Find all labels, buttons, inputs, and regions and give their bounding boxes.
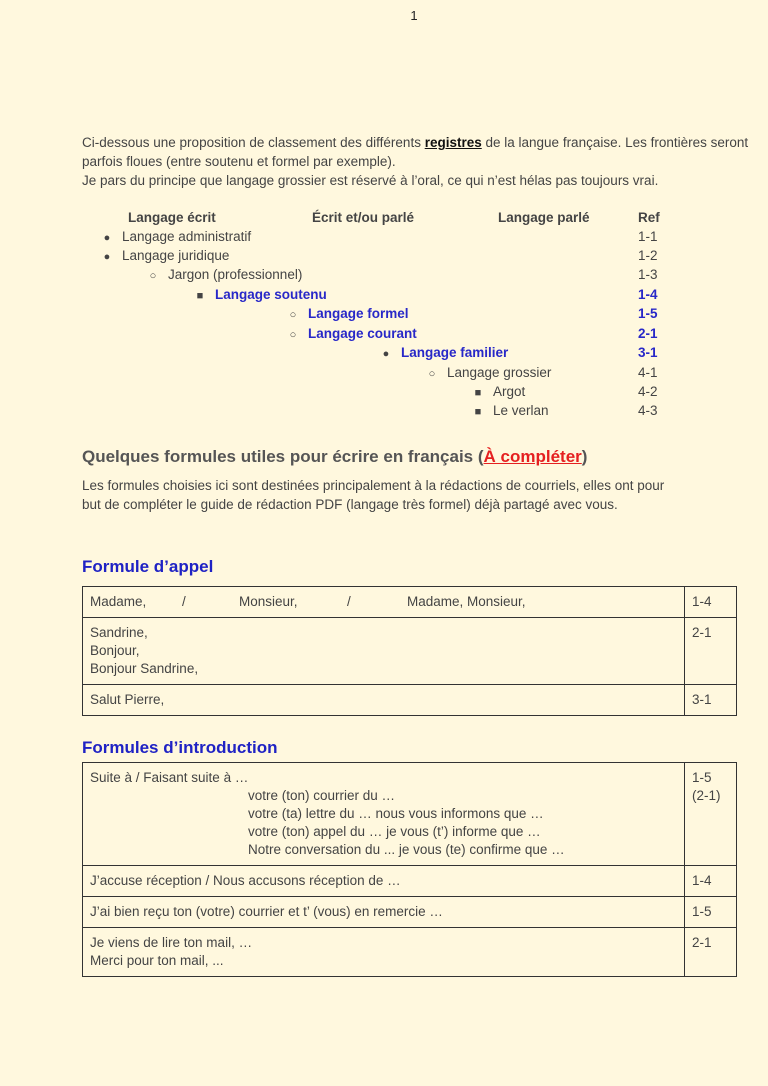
cell-line: Suite à / Faisant suite à … (90, 770, 249, 785)
item-label: Langage formel (308, 306, 409, 321)
table-cell: J’accuse réception / Nous accusons réception de … (83, 866, 685, 897)
item-label: Langage soutenu (215, 287, 327, 302)
ref-cell: 1-4 (685, 587, 737, 618)
item-ref: 1-4 (638, 287, 658, 302)
bullet-icon: ● (382, 348, 390, 360)
header-spoken: Langage parlé (498, 210, 590, 225)
intro-text-end: de la langue française. Les frontières seront parfois floues (entre soutenu et formel par exemple). (82, 135, 749, 169)
heading-formules-introduction: Formules d’introduction (82, 738, 278, 757)
ref-cell: 1-5 (685, 897, 737, 928)
list-item (469, 402, 549, 421)
ref-cell: 1-4 (685, 866, 737, 897)
ref-cell: 2-1 (685, 618, 737, 685)
intro-paragraph (82, 133, 762, 190)
header-written: Langage écrit (128, 210, 216, 225)
intro-line-2: Je pars du principe que langage grossier est réservé à l’oral, ce qui n’est hélas pas toujours vrai. (82, 173, 659, 188)
table-cell (83, 618, 685, 685)
list-item (191, 286, 327, 305)
table-row (83, 928, 737, 977)
item-ref: 1-2 (638, 248, 658, 263)
item-label: Langage juridique (122, 248, 230, 263)
list-item (469, 383, 525, 402)
table-cell (83, 928, 685, 977)
table-cell: Salut Pierre, (83, 685, 685, 716)
cell-text: Monsieur, (239, 594, 298, 609)
ref-cell: 2-1 (685, 928, 737, 977)
list-item (423, 364, 551, 383)
table-row (83, 897, 737, 928)
page-number: 1 (410, 8, 418, 23)
list-item (98, 228, 251, 247)
item-label: Jargon (professionnel) (168, 267, 303, 282)
heading-formule-appel: Formule d’appel (82, 557, 214, 576)
item-ref: 1-5 (638, 306, 658, 321)
heading-text: Quelques formules utiles pour écrire en français ( (82, 447, 484, 466)
section-heading-formulas (82, 447, 587, 467)
cell-line: Notre conversation du ... je vous (te) confirme que … (248, 842, 565, 857)
cell-line: votre (ton) appel du … je vous (t’) informe que … (248, 824, 541, 839)
list-item (98, 247, 229, 266)
bullet-icon: ■ (474, 387, 482, 399)
item-label: Langage administratif (122, 229, 252, 244)
cell-line: Sandrine, (90, 625, 148, 640)
intro-text-start: Ci-dessous une proposition de classement des différents (82, 135, 425, 150)
bullet-icon: ● (103, 232, 111, 244)
item-ref: 1-1 (638, 229, 658, 244)
cell-text: Madame, (90, 594, 147, 609)
cell-line: Bonjour Sandrine, (90, 661, 199, 676)
item-ref: 2-1 (638, 326, 658, 341)
bullet-icon: ● (103, 251, 111, 263)
separator: / (182, 594, 186, 609)
ref-cell (685, 763, 737, 866)
item-label: Argot (493, 384, 526, 399)
table-appel (82, 586, 737, 716)
ref-cell: 3-1 (685, 685, 737, 716)
cell-text: Madame, Monsieur, (407, 594, 526, 609)
ref-text: (2-1) (692, 788, 721, 803)
header-ref: Ref (638, 210, 660, 225)
separator: / (347, 594, 351, 609)
table-cell: J’ai bien reçu ton (votre) courrier et t’ (vous) en remercie … (83, 897, 685, 928)
bullet-icon: ○ (428, 368, 436, 380)
list-item (284, 305, 409, 324)
table-row (83, 587, 737, 618)
item-ref: 4-3 (638, 403, 658, 418)
cell-line: Merci pour ton mail, ... (90, 953, 224, 968)
item-label: Langage familier (401, 345, 509, 360)
header-written-spoken: Écrit et/ou parlé (312, 210, 415, 225)
table-row (83, 763, 737, 866)
bullet-icon: ○ (149, 270, 157, 282)
item-ref: 4-2 (638, 384, 658, 399)
ref-text: 1-5 (692, 770, 712, 785)
list-item (144, 266, 302, 285)
table-row (83, 618, 737, 685)
list-item (284, 325, 417, 344)
item-ref: 1-3 (638, 267, 658, 282)
table-row (83, 685, 737, 716)
cell-line: votre (ton) courrier du … (248, 788, 396, 803)
table-cell (83, 763, 685, 866)
bullet-icon: ○ (289, 329, 297, 341)
bullet-icon: ○ (289, 309, 297, 321)
bullet-icon: ■ (196, 290, 204, 302)
cell-line: votre (ta) lettre du … nous vous informons que … (248, 806, 544, 821)
cell-line: Je viens de lire ton mail, … (90, 935, 253, 950)
item-label: Le verlan (493, 403, 549, 418)
to-complete-highlight: À compléter (483, 447, 582, 466)
bullet-icon: ■ (474, 406, 482, 418)
table-cell (83, 587, 685, 618)
keyword-registres: registres (424, 135, 482, 150)
item-label: Langage grossier (447, 365, 552, 380)
heading-text-end: ) (581, 447, 588, 466)
item-ref: 3-1 (638, 345, 658, 360)
cell-line: Bonjour, (90, 643, 140, 658)
item-ref: 4-1 (638, 365, 658, 380)
table-row (83, 866, 737, 897)
list-item (377, 344, 508, 363)
table-introduction (82, 762, 737, 977)
item-label: Langage courant (308, 326, 417, 341)
section-description: Les formules choisies ici sont destinées principalement à la rédactions de courriels, elles ont pour but de compléter le guide de rédaction PDF (langage très formel) déjà partagé avec vous. (82, 478, 665, 512)
